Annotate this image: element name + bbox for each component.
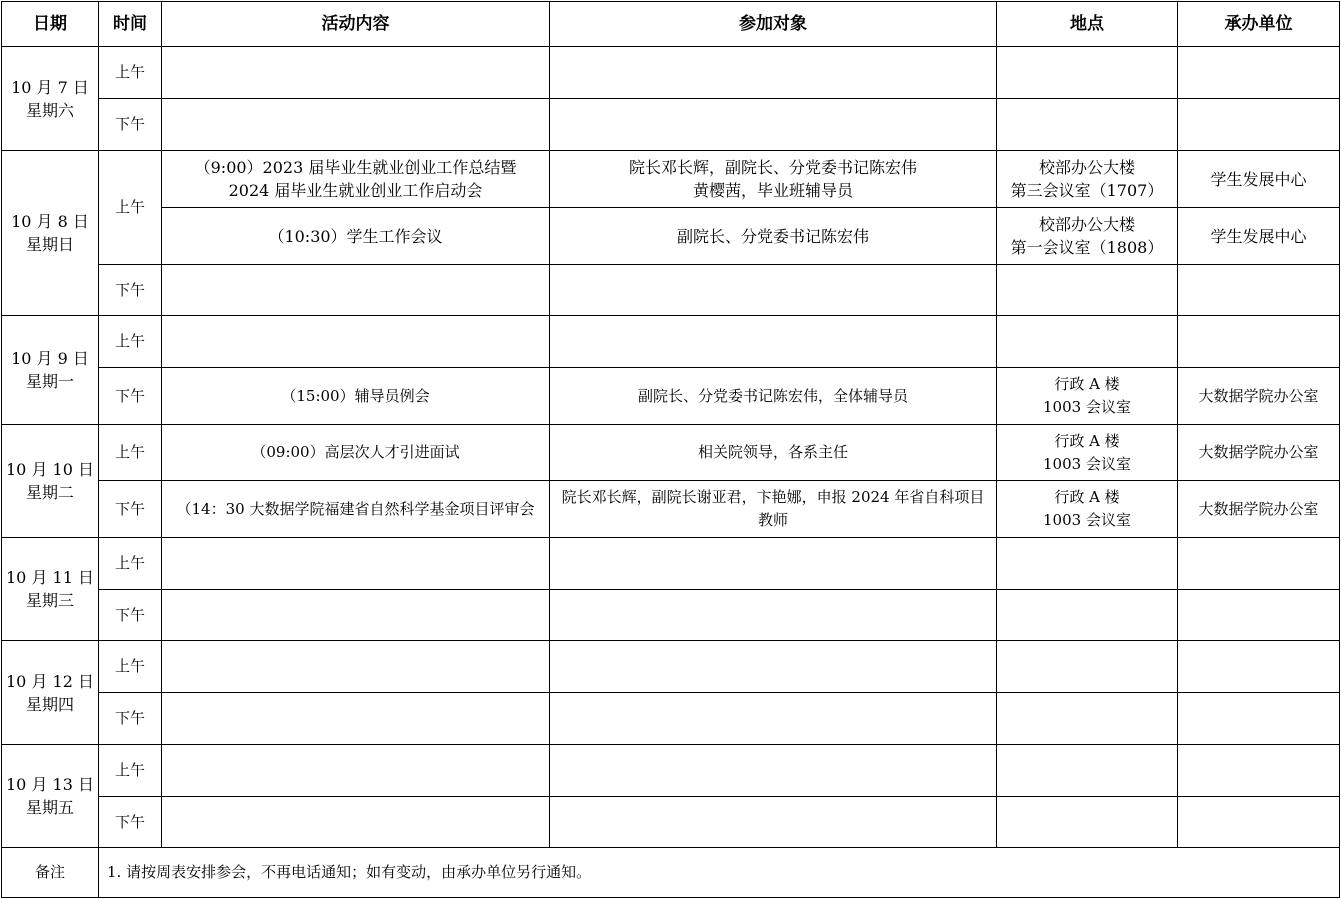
- header-activity: 活动内容: [162, 2, 550, 47]
- organizer-cell: [1178, 47, 1340, 99]
- location-cell: [997, 368, 1178, 425]
- location-cell: [997, 208, 1178, 265]
- organizer-cell: 学生发展中心: [1178, 208, 1340, 265]
- participants-cell: [550, 538, 997, 590]
- organizer-cell: 大数据学院办公室: [1178, 481, 1340, 538]
- location-line: 行政 A 楼: [1054, 431, 1120, 450]
- location-line: 校部办公大楼: [1038, 215, 1135, 234]
- header-row: [2, 2, 1340, 47]
- activity-cell: [162, 797, 550, 848]
- participants-cell: 相关院领导，各系主任: [550, 425, 997, 481]
- table-row: [2, 538, 1340, 590]
- date-cell: [2, 151, 99, 316]
- time-cell: 上午: [99, 745, 162, 797]
- schedule-table: [1, 1, 1340, 898]
- participants-cell: [550, 590, 997, 641]
- date-label: 10 月 10 日: [6, 460, 94, 479]
- participants-cell: [550, 47, 997, 99]
- participants-line: 黄樱茜，毕业班辅导员: [692, 181, 853, 200]
- table-row: [2, 745, 1340, 797]
- location-line: 校部办公大楼: [1038, 158, 1135, 177]
- location-cell: [997, 641, 1178, 693]
- date-label: 10 月 11 日: [6, 568, 94, 587]
- weekday-label: 星期六: [25, 100, 74, 120]
- activity-cell: （15:00）辅导员例会: [162, 368, 550, 425]
- weekday-label: 星期四: [25, 694, 74, 714]
- date-label: 10 月 8 日: [11, 212, 89, 231]
- time-cell: 下午: [99, 99, 162, 151]
- location-cell: [997, 745, 1178, 797]
- table-row: [2, 797, 1340, 848]
- weekday-label: 星期日: [25, 235, 74, 254]
- table-row: [2, 151, 1340, 208]
- time-cell: 上午: [99, 316, 162, 368]
- weekday-label: 星期五: [25, 798, 74, 817]
- organizer-cell: [1178, 641, 1340, 693]
- participants-line: 教师: [757, 511, 788, 529]
- organizer-cell: 大数据学院办公室: [1178, 425, 1340, 481]
- participants-cell: [550, 151, 997, 208]
- activity-cell: [162, 693, 550, 745]
- time-cell: 下午: [99, 797, 162, 848]
- organizer-cell: 大数据学院办公室: [1178, 368, 1340, 425]
- header-location: 地点: [997, 2, 1178, 47]
- date-cell: [2, 745, 99, 848]
- activity-cell: [162, 47, 550, 99]
- location-cell: [997, 590, 1178, 641]
- location-cell: [997, 316, 1178, 368]
- date-cell: [2, 316, 99, 425]
- table-row: [2, 316, 1340, 368]
- location-line: 1003 会议室: [1043, 454, 1131, 473]
- organizer-cell: [1178, 99, 1340, 151]
- participants-cell: [550, 265, 997, 316]
- table-row: [2, 693, 1340, 745]
- time-cell: 下午: [99, 265, 162, 316]
- activity-cell: [162, 265, 550, 316]
- activity-cell: [162, 99, 550, 151]
- participants-cell: [550, 99, 997, 151]
- organizer-cell: [1178, 590, 1340, 641]
- organizer-cell: [1178, 265, 1340, 316]
- date-label: 10 月 9 日: [11, 349, 89, 368]
- activity-cell: [162, 151, 550, 208]
- header-participants: 参加对象: [550, 2, 997, 47]
- activity-cell: （09:00）高层次人才引进面试: [162, 425, 550, 481]
- activity-line: 2024 届毕业生就业创业工作启动会: [228, 181, 483, 200]
- table-row: [2, 47, 1340, 99]
- date-label: 10 月 12 日: [6, 671, 94, 691]
- organizer-cell: [1178, 538, 1340, 590]
- activity-cell: [162, 641, 550, 693]
- time-cell: 上午: [99, 425, 162, 481]
- date-cell: [2, 47, 99, 151]
- location-cell: [997, 797, 1178, 848]
- organizer-cell: [1178, 316, 1340, 368]
- participants-cell: [550, 797, 997, 848]
- time-cell: 上午: [99, 47, 162, 99]
- activity-cell: （14：30 大数据学院福建省自然科学基金项目评审会: [162, 481, 550, 538]
- date-label: 10 月 7 日: [11, 77, 89, 97]
- location-line: 1003 会议室: [1043, 511, 1131, 529]
- participants-cell: [550, 641, 997, 693]
- header-date: 日期: [2, 2, 99, 47]
- table-row: [2, 481, 1340, 538]
- time-cell: 上午: [99, 641, 162, 693]
- remark-label: 备注: [2, 848, 99, 898]
- header-organizer: 承办单位: [1178, 2, 1340, 47]
- activity-line: （9:00）2023 届毕业生就业创业工作总结暨: [194, 158, 517, 177]
- activity-cell: [162, 745, 550, 797]
- location-line: 第三会议室（1707）: [1010, 181, 1164, 200]
- location-cell: [997, 425, 1178, 481]
- time-cell: 下午: [99, 368, 162, 425]
- participants-cell: [550, 693, 997, 745]
- table-row: [2, 590, 1340, 641]
- date-cell: [2, 538, 99, 641]
- date-label: 10 月 13 日: [6, 775, 94, 794]
- location-cell: [997, 693, 1178, 745]
- header-time: 时间: [99, 2, 162, 47]
- activity-cell: [162, 538, 550, 590]
- table-row: [2, 265, 1340, 316]
- location-cell: [997, 151, 1178, 208]
- time-cell: 下午: [99, 693, 162, 745]
- participants-line: 院长邓长辉，副院长、分党委书记陈宏伟: [628, 158, 917, 177]
- weekday-label: 星期二: [25, 483, 74, 502]
- location-cell: [997, 538, 1178, 590]
- location-line: 1003 会议室: [1043, 398, 1131, 416]
- remark-row: [2, 848, 1340, 898]
- time-cell: 上午: [99, 151, 162, 265]
- location-cell: [997, 481, 1178, 538]
- time-cell: 下午: [99, 481, 162, 538]
- participants-line: 院长邓长辉，副院长谢亚君，卞艳娜，申报 2024 年省自科项目: [561, 488, 985, 506]
- date-cell: [2, 641, 99, 745]
- location-line: 行政 A 楼: [1054, 488, 1120, 506]
- activity-cell: [162, 590, 550, 641]
- table-row: [2, 368, 1340, 425]
- organizer-cell: 学生发展中心: [1178, 151, 1340, 208]
- table-row: [2, 99, 1340, 151]
- location-cell: [997, 47, 1178, 99]
- location-cell: [997, 99, 1178, 151]
- organizer-cell: [1178, 693, 1340, 745]
- location-line: 第一会议室（1808）: [1010, 238, 1164, 257]
- table-row: [2, 425, 1340, 481]
- time-cell: 上午: [99, 538, 162, 590]
- activity-cell: [162, 316, 550, 368]
- participants-cell: 副院长、分党委书记陈宏伟，全体辅导员: [550, 368, 997, 425]
- location-line: 行政 A 楼: [1054, 375, 1120, 393]
- participants-cell: [550, 316, 997, 368]
- activity-cell: （10:30）学生工作会议: [162, 208, 550, 265]
- remark-text: 1. 请按周表安排参会，不再电话通知；如有变动，由承办单位另行通知。: [99, 848, 1340, 898]
- participants-cell: [550, 481, 997, 538]
- weekday-label: 星期三: [25, 591, 74, 610]
- organizer-cell: [1178, 745, 1340, 797]
- table-row: [2, 641, 1340, 693]
- location-cell: [997, 265, 1178, 316]
- organizer-cell: [1178, 797, 1340, 848]
- date-cell: [2, 425, 99, 538]
- table-row: [2, 208, 1340, 265]
- participants-cell: [550, 745, 997, 797]
- weekday-label: 星期一: [25, 372, 74, 391]
- time-cell: 下午: [99, 590, 162, 641]
- participants-cell: 副院长、分党委书记陈宏伟: [550, 208, 997, 265]
